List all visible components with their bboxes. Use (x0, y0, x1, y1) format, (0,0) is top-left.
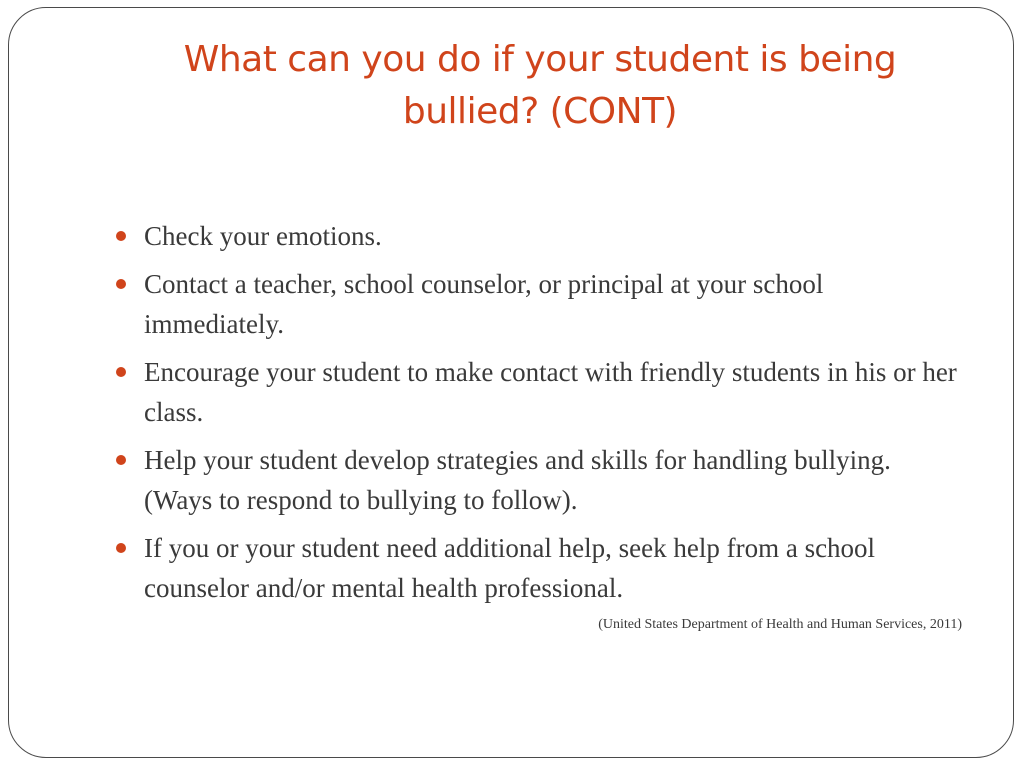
bullet-item (114, 528, 964, 608)
bullet-list (114, 216, 964, 616)
citation: (United States Department of Health and Human Services, 2011) (598, 617, 962, 632)
bullet-marker-icon (116, 543, 126, 553)
bullet-text: If you or your student need additional help, seek help from a school counselor and/or mental health professional. (144, 533, 876, 603)
bullet-marker-icon (116, 367, 126, 377)
bullet-item (114, 440, 964, 520)
bullet-text: Check your emotions. (144, 221, 382, 251)
bullet-marker-icon (116, 231, 126, 241)
bullet-marker-icon (116, 279, 126, 289)
bullet-item (114, 216, 964, 256)
slide-title: What can you do if your student is being bullied? (CONT) (183, 39, 897, 132)
bullet-text: Contact a teacher, school counselor, or principal at your school immediately. (144, 269, 824, 339)
bullet-text: Help your student develop strategies and skills for handling bullying. (Ways to respond to bullying to follow). (144, 445, 891, 515)
bullet-text: Encourage your student to make contact with friendly students in his or her class. (144, 357, 957, 427)
bullet-item (114, 352, 964, 432)
bullet-marker-icon (116, 455, 126, 465)
bullet-item (114, 264, 964, 344)
